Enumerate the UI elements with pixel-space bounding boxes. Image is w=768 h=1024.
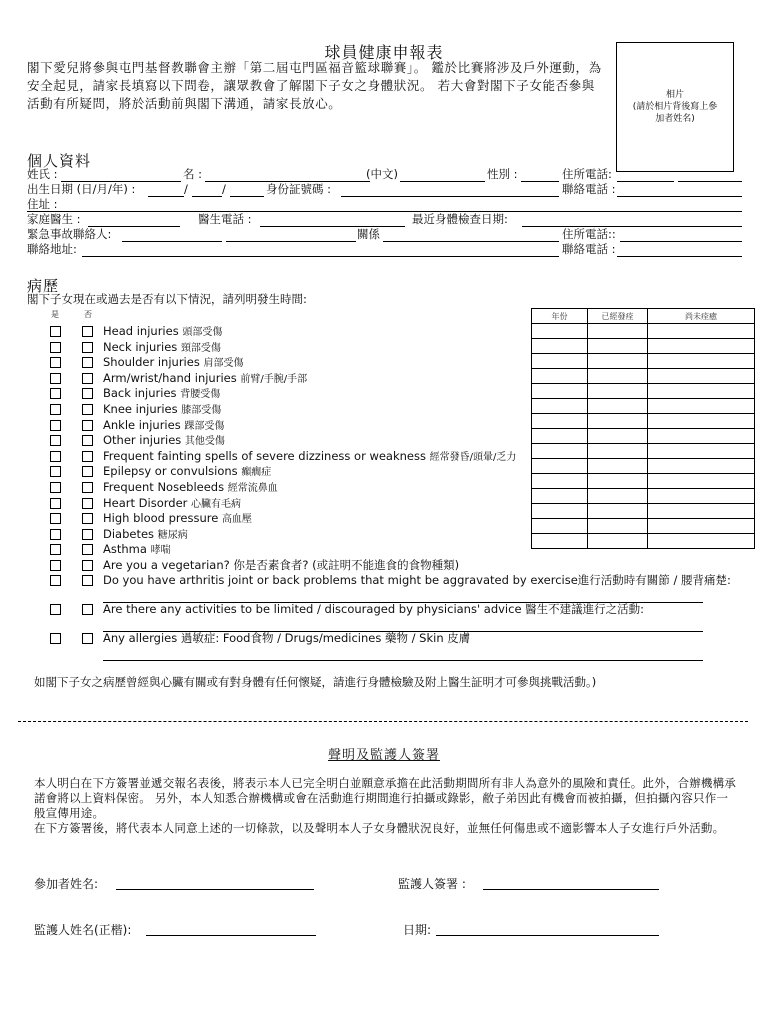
emergency-contact-field[interactable]	[122, 241, 222, 242]
history-item	[103, 449, 516, 465]
guardian-name-label: 監護人姓名(正楷):	[34, 923, 132, 937]
table-cell[interactable]	[648, 399, 755, 414]
table-row	[532, 354, 755, 369]
history-no-checkbox[interactable]	[82, 544, 93, 555]
table-cell[interactable]	[648, 444, 755, 459]
table-cell[interactable]	[588, 474, 648, 489]
history-yes-checkbox[interactable]	[50, 482, 61, 493]
history-yes-checkbox[interactable]	[50, 342, 61, 353]
home-phone-2-field[interactable]	[620, 241, 742, 242]
history-item-en: Neck injuries	[103, 340, 178, 354]
activities-yes-checkbox[interactable]	[50, 604, 61, 615]
table-cell[interactable]	[588, 339, 648, 354]
emergency-contact-label: 緊急事故聯絡人:	[27, 227, 112, 241]
allergies-yes-checkbox[interactable]	[50, 633, 61, 644]
table-cell[interactable]	[648, 534, 755, 549]
history-item	[103, 355, 243, 371]
dob-month-field[interactable]	[192, 196, 222, 197]
history-table	[531, 308, 755, 549]
history-yes-checkbox[interactable]	[50, 544, 61, 555]
activities-no-checkbox[interactable]	[82, 604, 93, 615]
history-no-checkbox[interactable]	[82, 342, 93, 353]
history-item	[103, 542, 171, 558]
history-no-checkbox[interactable]	[82, 482, 93, 493]
sex-label: 性別 :	[487, 167, 518, 181]
table-row	[532, 429, 755, 444]
history-item-en: Frequent Nosebleeds	[103, 480, 225, 494]
contact-address-label: 聯絡地址:	[27, 242, 77, 256]
surname-label: 姓氏 :	[27, 167, 58, 181]
table-cell[interactable]	[532, 399, 588, 414]
guardian-signature-field[interactable]	[483, 889, 659, 890]
table-cell[interactable]	[588, 489, 648, 504]
table-cell[interactable]	[648, 384, 755, 399]
table-cell[interactable]	[532, 474, 588, 489]
history-yes-checkbox[interactable]	[50, 498, 61, 509]
history-item-zh: 哮喘	[150, 545, 171, 556]
declaration-text	[34, 776, 739, 836]
history-item	[103, 371, 307, 387]
table-row	[532, 414, 755, 429]
doctor-label: 家庭醫生 :	[27, 212, 81, 226]
table-cell[interactable]	[648, 369, 755, 384]
table-row	[532, 369, 755, 384]
table-row	[532, 534, 755, 549]
history-item-zh: 頸部受傷	[180, 343, 221, 354]
contact-phone-field[interactable]	[617, 196, 742, 197]
history-yes-checkbox[interactable]	[50, 404, 61, 415]
table-cell[interactable]	[532, 459, 588, 474]
table-cell[interactable]	[588, 459, 648, 474]
allergies-question: Any allergies 過敏症: Food食物 / Drugs/medicines 藥物 / Skin 皮膚	[103, 631, 471, 645]
history-item-zh: 頭部受傷	[182, 327, 223, 338]
history-item-zh: 經常發昏/頭暈/乏力	[429, 452, 517, 463]
table-cell[interactable]	[532, 504, 588, 519]
contact-phone-2-field[interactable]	[617, 256, 742, 257]
history-yes-checkbox[interactable]	[50, 435, 61, 446]
history-yes-checkbox[interactable]	[50, 357, 61, 368]
table-row	[532, 444, 755, 459]
photo-instruction-1: (請於相片背後寫上參	[632, 102, 718, 112]
vegetarian-question: Are you a vegetarian? 你是否素食者? (或註明不能進食的食物種類)	[103, 558, 460, 572]
history-item-zh: 肩部受傷	[203, 358, 244, 369]
history-yes-checkbox[interactable]	[50, 420, 61, 431]
home-phone-2-label: 住所電話::	[562, 227, 616, 241]
table-cell[interactable]	[648, 339, 755, 354]
last-checkup-field[interactable]	[522, 226, 742, 227]
allergies-no-checkbox[interactable]	[82, 633, 93, 644]
photo-instruction-2: 加者姓名)	[655, 114, 695, 124]
participant-name-field[interactable]	[116, 889, 314, 890]
history-item-en: Ankle injuries	[103, 418, 181, 432]
chinese-label: (中文)	[366, 167, 398, 181]
table-row	[532, 489, 755, 504]
table-row	[532, 474, 755, 489]
history-yes-checkbox[interactable]	[50, 529, 61, 540]
personal-info-heading: 個人資料	[27, 152, 92, 170]
declaration-paragraph-1: 本人明白在下方簽署並遞交報名表後，將表示本人已完全明白並願意承擔在此活動期間所有非人為意外的風險和責任。此外，合辦機構承諾會將以上資料保密。 另外，本人知悉合辦機構或會在活動進行期間進行拍攝或錄影，敝子弟因此有機會而被拍攝，但拍攝內容只作一般宣傳用途。	[34, 776, 736, 820]
history-item	[103, 496, 241, 512]
table-cell[interactable]	[532, 534, 588, 549]
last-checkup-label: 最近身體檢查日期:	[412, 212, 508, 226]
table-cell[interactable]	[588, 384, 648, 399]
declaration-paragraph-2: 在下方簽署後，將代表本人同意上述的一切條款，以及聲明本人子女身體狀況良好，並無任何傷患或不適影響本人子女進行戶外活動。	[34, 821, 725, 835]
table-cell[interactable]	[532, 444, 588, 459]
history-yes-checkbox[interactable]	[50, 388, 61, 399]
guardian-signature-label: 監護人簽署 :	[398, 877, 466, 891]
table-cell[interactable]	[532, 519, 588, 534]
history-item-en: Diabetes	[103, 527, 155, 541]
table-cell[interactable]	[588, 369, 648, 384]
history-yes-checkbox[interactable]	[50, 513, 61, 524]
table-cell[interactable]	[532, 429, 588, 444]
table-row	[532, 504, 755, 519]
table-cell[interactable]	[648, 489, 755, 504]
doctor-phone-field[interactable]	[260, 226, 405, 227]
history-yes-checkbox[interactable]	[50, 326, 61, 337]
history-item-en: Other injuries	[103, 433, 182, 447]
history-no-checkbox[interactable]	[82, 513, 93, 524]
no-column-label: 否	[84, 310, 92, 319]
history-item-zh: 心臟有毛病	[191, 499, 242, 510]
date-field[interactable]	[436, 935, 659, 936]
history-item-en: High blood pressure	[103, 511, 219, 525]
dob-slash-2: /	[222, 182, 226, 196]
dob-label: 出生日期 (日/月/年) :	[27, 182, 136, 196]
table-cell[interactable]	[532, 339, 588, 354]
history-item-en: Head injuries	[103, 324, 179, 338]
table-cell[interactable]	[588, 504, 648, 519]
table-cell[interactable]	[588, 399, 648, 414]
intro-text: 閣下愛兒將參與屯門基督教聯會主辦「第二屆屯門區福音籃球聯賽」。 鑑於比賽將涉及戶外運動，為安全起見，請家長填寫以下問卷，讓眾教會了解閣下子女之身體狀況。 若大會對閣下子女能否參與活動有所疑問，將於活動前與閣下溝通，請家長放心。	[27, 60, 602, 111]
participant-name-label: 參加者姓名:	[34, 877, 99, 891]
history-no-checkbox[interactable]	[82, 498, 93, 509]
table-cell[interactable]	[532, 489, 588, 504]
history-item	[103, 418, 224, 434]
history-no-checkbox[interactable]	[82, 373, 93, 384]
history-item-zh: 前臂/手腕/手部	[240, 374, 308, 385]
history-item-zh: 其他受傷	[184, 436, 225, 447]
history-item-en: Arm/wrist/hand injuries	[103, 371, 237, 385]
dob-slash-1: /	[184, 182, 188, 196]
table-cell[interactable]	[588, 414, 648, 429]
history-item-en: Frequent fainting spells of severe dizziness or weakness	[103, 449, 426, 463]
history-yes-checkbox[interactable]	[50, 373, 61, 384]
address-label: 住址 :	[27, 197, 58, 211]
history-no-checkbox[interactable]	[82, 435, 93, 446]
arthritis-no-checkbox[interactable]	[82, 575, 93, 586]
history-item	[103, 480, 278, 496]
arthritis-yes-checkbox[interactable]	[50, 575, 61, 586]
history-item-en: Asthma	[103, 542, 147, 556]
history-yes-checkbox[interactable]	[50, 451, 61, 462]
history-item-en: Heart Disorder	[103, 496, 188, 510]
history-item-zh: 膝部受傷	[181, 405, 222, 416]
id-no-field[interactable]	[341, 196, 559, 197]
home-phone-field-1[interactable]	[617, 181, 674, 182]
table-cell[interactable]	[532, 414, 588, 429]
table-header-row	[532, 309, 755, 324]
history-no-checkbox[interactable]	[82, 357, 93, 368]
emergency-contact-field-2[interactable]	[226, 241, 356, 242]
given-name-label: 名 :	[183, 167, 203, 181]
history-no-checkbox[interactable]	[82, 451, 93, 462]
history-no-checkbox[interactable]	[82, 466, 93, 477]
address-field[interactable]	[27, 211, 742, 212]
photo-box[interactable]	[616, 42, 734, 172]
table-row	[532, 384, 755, 399]
table-cell[interactable]	[532, 369, 588, 384]
history-no-checkbox[interactable]	[82, 420, 93, 431]
photo-label: 相片	[665, 90, 684, 100]
table-row	[532, 519, 755, 534]
guardian-name-field[interactable]	[146, 935, 316, 936]
declaration-title: 聲明及監護人簽署	[327, 748, 440, 763]
history-no-checkbox[interactable]	[82, 326, 93, 337]
cut-line	[18, 721, 748, 722]
table-cell[interactable]	[588, 519, 648, 534]
table-cell[interactable]	[648, 354, 755, 369]
table-header-recovered: 已經發痊	[588, 309, 648, 324]
history-item	[103, 433, 225, 449]
table-row	[532, 459, 755, 474]
history-instruction: 閣下子女現在或過去是否有以下情況，請列明發生時間:	[27, 292, 307, 306]
contact-phone-label: 聯絡電話 :	[562, 182, 616, 196]
chinese-name-field[interactable]	[400, 181, 485, 182]
table-cell[interactable]	[588, 534, 648, 549]
relation-field[interactable]	[383, 241, 559, 242]
table-cell[interactable]	[648, 324, 755, 339]
table-cell[interactable]	[588, 429, 648, 444]
table-cell[interactable]	[588, 444, 648, 459]
arthritis-question: Do you have arthritis joint or back problems that might be aggravated by exercise進行活動時有關節 / 腰背痛楚:	[103, 573, 731, 587]
history-item-en: Back injuries	[103, 386, 177, 400]
dob-year-field[interactable]	[230, 196, 264, 197]
table-cell[interactable]	[532, 384, 588, 399]
history-no-checkbox[interactable]	[82, 388, 93, 399]
id-no-label: 身份証號碼 :	[266, 182, 332, 196]
table-cell[interactable]	[648, 504, 755, 519]
table-cell[interactable]	[648, 414, 755, 429]
table-cell[interactable]	[648, 459, 755, 474]
date-label: 日期:	[403, 923, 432, 937]
history-item	[103, 464, 271, 480]
history-item-zh: 背腰受傷	[180, 389, 221, 400]
form-title: 球員健康申報表	[324, 43, 444, 62]
history-item	[103, 511, 252, 527]
history-item	[103, 402, 221, 418]
relation-label: 關係	[357, 227, 380, 241]
history-item-zh: 經常流鼻血	[227, 483, 278, 494]
table-cell[interactable]	[648, 474, 755, 489]
allergies-answer-field[interactable]	[103, 660, 703, 661]
doctor-phone-label: 醫生電話 :	[198, 212, 252, 226]
table-cell[interactable]	[648, 519, 755, 534]
yes-column-label: 是	[51, 310, 59, 319]
table-cell[interactable]	[588, 324, 648, 339]
table-cell[interactable]	[532, 324, 588, 339]
history-item-zh: 糖尿病	[157, 530, 188, 541]
table-row	[532, 399, 755, 414]
table-row	[532, 324, 755, 339]
dob-day-field[interactable]	[148, 196, 184, 197]
sex-field[interactable]	[521, 181, 559, 182]
history-item	[103, 324, 222, 340]
history-no-checkbox[interactable]	[82, 529, 93, 540]
table-cell[interactable]	[532, 354, 588, 369]
home-phone-field-2[interactable]	[678, 181, 742, 182]
history-item	[103, 340, 221, 356]
table-cell[interactable]	[648, 429, 755, 444]
history-item-zh: 高血壓	[221, 514, 252, 525]
table-header-not-recovered: 尚未痊癒	[648, 309, 755, 324]
table-header-year: 年份	[532, 309, 588, 324]
history-item-en: Knee injuries	[103, 402, 178, 416]
history-item-zh: 踝部受傷	[184, 421, 225, 432]
medical-note: 如閣下子女之病歷曾經與心臟有關或有對身體有任何懷疑，請進行身體檢驗及附上醫生証明才可參與挑戰活動。)	[34, 675, 597, 689]
activities-question: Are there any activities to be limited / discouraged by physicians' advice 醫生不建議進行之活動:	[103, 602, 645, 616]
history-item-zh: 癲癇症	[241, 467, 272, 478]
history-no-checkbox[interactable]	[82, 404, 93, 415]
medical-history-heading: 病歷	[27, 277, 60, 295]
home-phone-label: 住所電話:	[562, 167, 612, 181]
history-item	[103, 386, 220, 402]
history-yes-checkbox[interactable]	[50, 466, 61, 477]
contact-address-field[interactable]	[82, 256, 559, 257]
table-cell[interactable]	[588, 354, 648, 369]
history-item	[103, 527, 188, 543]
history-item-en: Shoulder injuries	[103, 355, 200, 369]
history-item-en: Epilepsy or convulsions	[103, 464, 238, 478]
vegetarian-yes-checkbox[interactable]	[50, 560, 61, 571]
vegetarian-no-checkbox[interactable]	[82, 560, 93, 571]
table-row	[532, 339, 755, 354]
contact-phone-2-label: 聯絡電話 :	[562, 242, 616, 256]
